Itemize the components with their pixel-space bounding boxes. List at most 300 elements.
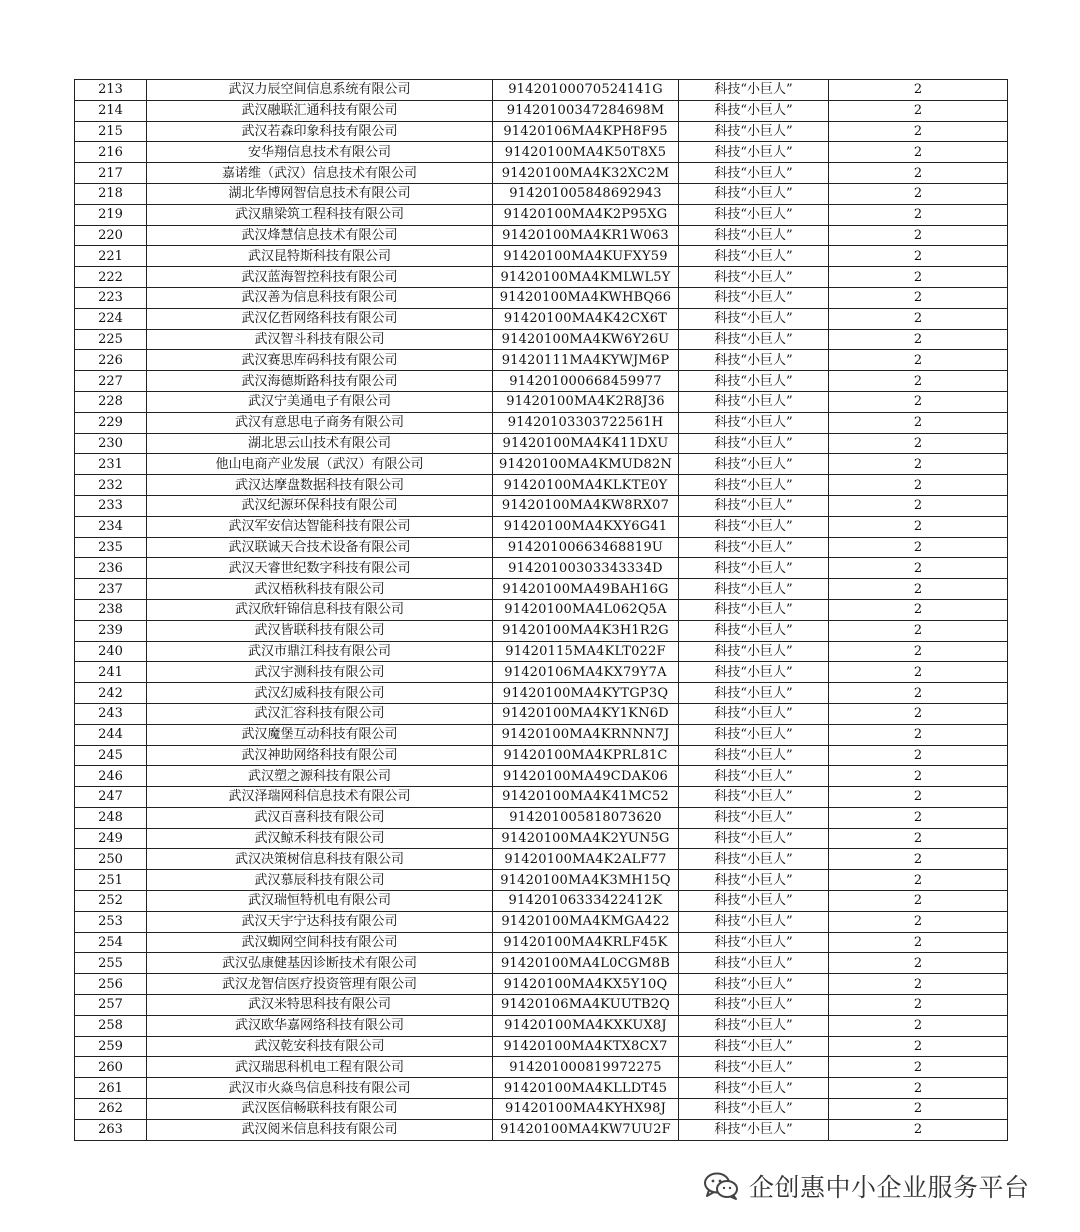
table-row bbox=[75, 787, 1008, 808]
credit-code-cell: 91420100663468819U bbox=[493, 537, 679, 558]
category-cell: 科技“小巨人” bbox=[679, 80, 829, 101]
credit-code-cell: 91420100MA4KYTGP3Q bbox=[493, 683, 679, 704]
credit-code-cell: 91420100MA4K41MC52 bbox=[493, 787, 679, 808]
company-name-cell: 武汉慕辰科技有限公司 bbox=[147, 870, 493, 891]
batch-cell: 2 bbox=[829, 620, 1008, 641]
table-row bbox=[75, 1119, 1008, 1140]
credit-code-cell: 91420100MA4KW8RX07 bbox=[493, 495, 679, 516]
credit-code-cell: 91420100MA4KMUD82N bbox=[493, 454, 679, 475]
company-name-cell: 武汉烽慧信息技术有限公司 bbox=[147, 225, 493, 246]
credit-code-cell: 91420100MA4K2YUN5G bbox=[493, 828, 679, 849]
batch-cell: 2 bbox=[829, 932, 1008, 953]
row-index-cell: 229 bbox=[75, 412, 147, 433]
credit-code-cell: 91420100347284698M bbox=[493, 100, 679, 121]
batch-cell: 2 bbox=[829, 163, 1008, 184]
category-cell: 科技“小巨人” bbox=[679, 537, 829, 558]
credit-code-cell: 91420100MA4K32XC2M bbox=[493, 163, 679, 184]
category-cell: 科技“小巨人” bbox=[679, 745, 829, 766]
company-name-cell: 武汉欣轩锦信息科技有限公司 bbox=[147, 599, 493, 620]
row-index-cell: 236 bbox=[75, 558, 147, 579]
company-name-cell: 武汉力辰空间信息系统有限公司 bbox=[147, 80, 493, 101]
company-name-cell: 武汉军安信达智能科技有限公司 bbox=[147, 516, 493, 537]
wechat-icon bbox=[703, 1171, 739, 1201]
company-name-cell: 武汉塑之源科技有限公司 bbox=[147, 766, 493, 787]
row-index-cell: 226 bbox=[75, 350, 147, 371]
company-name-cell: 武汉纪源环保科技有限公司 bbox=[147, 495, 493, 516]
category-cell: 科技“小巨人” bbox=[679, 599, 829, 620]
category-cell: 科技“小巨人” bbox=[679, 495, 829, 516]
category-cell: 科技“小巨人” bbox=[679, 267, 829, 288]
row-index-cell: 245 bbox=[75, 745, 147, 766]
table-row bbox=[75, 579, 1008, 600]
row-index-cell: 231 bbox=[75, 454, 147, 475]
credit-code-cell: 914201005818073620 bbox=[493, 807, 679, 828]
company-name-cell: 安华翔信息技术有限公司 bbox=[147, 142, 493, 163]
row-index-cell: 243 bbox=[75, 703, 147, 724]
batch-cell: 2 bbox=[829, 80, 1008, 101]
company-name-cell: 武汉米特思科技有限公司 bbox=[147, 995, 493, 1016]
row-index-cell: 228 bbox=[75, 391, 147, 412]
batch-cell: 2 bbox=[829, 225, 1008, 246]
category-cell: 科技“小巨人” bbox=[679, 1119, 829, 1140]
table-row bbox=[75, 1057, 1008, 1078]
category-cell: 科技“小巨人” bbox=[679, 1036, 829, 1057]
company-name-cell: 湖北思云山技术有限公司 bbox=[147, 433, 493, 454]
batch-cell: 2 bbox=[829, 1015, 1008, 1036]
row-index-cell: 248 bbox=[75, 807, 147, 828]
batch-cell: 2 bbox=[829, 308, 1008, 329]
company-table bbox=[74, 79, 1008, 1141]
batch-cell: 2 bbox=[829, 475, 1008, 496]
row-index-cell: 223 bbox=[75, 287, 147, 308]
row-index-cell: 247 bbox=[75, 787, 147, 808]
batch-cell: 2 bbox=[829, 891, 1008, 912]
category-cell: 科技“小巨人” bbox=[679, 454, 829, 475]
batch-cell: 2 bbox=[829, 267, 1008, 288]
credit-code-cell: 91420100MA4KW7UU2F bbox=[493, 1119, 679, 1140]
row-index-cell: 237 bbox=[75, 579, 147, 600]
company-name-cell: 武汉市火焱鸟信息科技有限公司 bbox=[147, 1078, 493, 1099]
batch-cell: 2 bbox=[829, 537, 1008, 558]
category-cell: 科技“小巨人” bbox=[679, 1057, 829, 1078]
credit-code-cell: 91420100MA4KMGA422 bbox=[493, 911, 679, 932]
row-index-cell: 250 bbox=[75, 849, 147, 870]
batch-cell: 2 bbox=[829, 662, 1008, 683]
table-row bbox=[75, 121, 1008, 142]
credit-code-cell: 91420100MA4KLKTE0Y bbox=[493, 475, 679, 496]
batch-cell: 2 bbox=[829, 1099, 1008, 1120]
company-table-body bbox=[75, 80, 1008, 1141]
batch-cell: 2 bbox=[829, 412, 1008, 433]
category-cell: 科技“小巨人” bbox=[679, 1015, 829, 1036]
category-cell: 科技“小巨人” bbox=[679, 1078, 829, 1099]
batch-cell: 2 bbox=[829, 766, 1008, 787]
table-row bbox=[75, 891, 1008, 912]
company-name-cell: 武汉宇测科技有限公司 bbox=[147, 662, 493, 683]
company-name-cell: 武汉阅米信息科技有限公司 bbox=[147, 1119, 493, 1140]
table-row bbox=[75, 953, 1008, 974]
table-row bbox=[75, 724, 1008, 745]
credit-code-cell: 91420100MA4KUFXY59 bbox=[493, 246, 679, 267]
credit-code-cell: 914201000819972275 bbox=[493, 1057, 679, 1078]
batch-cell: 2 bbox=[829, 849, 1008, 870]
table-row bbox=[75, 433, 1008, 454]
credit-code-cell: 91420100MA4KRLF45K bbox=[493, 932, 679, 953]
row-index-cell: 241 bbox=[75, 662, 147, 683]
category-cell: 科技“小巨人” bbox=[679, 870, 829, 891]
company-name-cell: 武汉鲸禾科技有限公司 bbox=[147, 828, 493, 849]
row-index-cell: 221 bbox=[75, 246, 147, 267]
credit-code-cell: 91420100MA4K2P95XG bbox=[493, 204, 679, 225]
category-cell: 科技“小巨人” bbox=[679, 579, 829, 600]
company-name-cell: 武汉幻威科技有限公司 bbox=[147, 683, 493, 704]
row-index-cell: 251 bbox=[75, 870, 147, 891]
company-name-cell: 武汉魔堡互动科技有限公司 bbox=[147, 724, 493, 745]
category-cell: 科技“小巨人” bbox=[679, 475, 829, 496]
credit-code-cell: 91420100MA4L0CGM8B bbox=[493, 953, 679, 974]
category-cell: 科技“小巨人” bbox=[679, 516, 829, 537]
category-cell: 科技“小巨人” bbox=[679, 163, 829, 184]
company-name-cell: 嘉诺维（武汉）信息技术有限公司 bbox=[147, 163, 493, 184]
row-index-cell: 263 bbox=[75, 1119, 147, 1140]
row-index-cell: 234 bbox=[75, 516, 147, 537]
batch-cell: 2 bbox=[829, 350, 1008, 371]
category-cell: 科技“小巨人” bbox=[679, 953, 829, 974]
company-name-cell: 武汉天宇宁达科技有限公司 bbox=[147, 911, 493, 932]
table-row bbox=[75, 558, 1008, 579]
credit-code-cell: 91420100MA4KY1KN6D bbox=[493, 703, 679, 724]
batch-cell: 2 bbox=[829, 1119, 1008, 1140]
table-row bbox=[75, 287, 1008, 308]
table-row bbox=[75, 995, 1008, 1016]
row-index-cell: 240 bbox=[75, 641, 147, 662]
watermark bbox=[703, 1166, 1053, 1206]
table-row bbox=[75, 1015, 1008, 1036]
table-row bbox=[75, 516, 1008, 537]
batch-cell: 2 bbox=[829, 391, 1008, 412]
category-cell: 科技“小巨人” bbox=[679, 703, 829, 724]
batch-cell: 2 bbox=[829, 974, 1008, 995]
row-index-cell: 224 bbox=[75, 308, 147, 329]
company-name-cell: 武汉医信畅联科技有限公司 bbox=[147, 1099, 493, 1120]
table-row bbox=[75, 870, 1008, 891]
row-index-cell: 254 bbox=[75, 932, 147, 953]
row-index-cell: 227 bbox=[75, 371, 147, 392]
batch-cell: 2 bbox=[829, 641, 1008, 662]
credit-code-cell: 91420100MA4KXKUX8J bbox=[493, 1015, 679, 1036]
company-name-cell: 武汉市鼎江科技有限公司 bbox=[147, 641, 493, 662]
category-cell: 科技“小巨人” bbox=[679, 849, 829, 870]
category-cell: 科技“小巨人” bbox=[679, 932, 829, 953]
row-index-cell: 213 bbox=[75, 80, 147, 101]
company-name-cell: 武汉有意思电子商务有限公司 bbox=[147, 412, 493, 433]
table-row bbox=[75, 1078, 1008, 1099]
credit-code-cell: 91420100MA4KPRL81C bbox=[493, 745, 679, 766]
row-index-cell: 261 bbox=[75, 1078, 147, 1099]
company-name-cell: 武汉鼎梁筑工程科技有限公司 bbox=[147, 204, 493, 225]
category-cell: 科技“小巨人” bbox=[679, 911, 829, 932]
row-index-cell: 258 bbox=[75, 1015, 147, 1036]
batch-cell: 2 bbox=[829, 703, 1008, 724]
batch-cell: 2 bbox=[829, 121, 1008, 142]
table-row bbox=[75, 599, 1008, 620]
company-name-cell: 武汉智斗科技有限公司 bbox=[147, 329, 493, 350]
table-row bbox=[75, 391, 1008, 412]
credit-code-cell: 91420100MA49CDAK06 bbox=[493, 766, 679, 787]
row-index-cell: 255 bbox=[75, 953, 147, 974]
category-cell: 科技“小巨人” bbox=[679, 828, 829, 849]
company-name-cell: 武汉亿哲网络科技有限公司 bbox=[147, 308, 493, 329]
batch-cell: 2 bbox=[829, 953, 1008, 974]
credit-code-cell: 91420100MA4K2ALF77 bbox=[493, 849, 679, 870]
batch-cell: 2 bbox=[829, 870, 1008, 891]
category-cell: 科技“小巨人” bbox=[679, 142, 829, 163]
table-row bbox=[75, 703, 1008, 724]
company-name-cell: 武汉神助网络科技有限公司 bbox=[147, 745, 493, 766]
credit-code-cell: 91420100MA4K411DXU bbox=[493, 433, 679, 454]
company-table-container bbox=[74, 79, 1007, 1141]
category-cell: 科技“小巨人” bbox=[679, 683, 829, 704]
table-row bbox=[75, 204, 1008, 225]
category-cell: 科技“小巨人” bbox=[679, 995, 829, 1016]
credit-code-cell: 91420100MA4KR1W063 bbox=[493, 225, 679, 246]
row-index-cell: 235 bbox=[75, 537, 147, 558]
category-cell: 科技“小巨人” bbox=[679, 183, 829, 204]
row-index-cell: 242 bbox=[75, 683, 147, 704]
category-cell: 科技“小巨人” bbox=[679, 121, 829, 142]
table-row bbox=[75, 329, 1008, 350]
category-cell: 科技“小巨人” bbox=[679, 100, 829, 121]
category-cell: 科技“小巨人” bbox=[679, 620, 829, 641]
company-name-cell: 武汉百喜科技有限公司 bbox=[147, 807, 493, 828]
credit-code-cell: 914201000668459977 bbox=[493, 371, 679, 392]
company-name-cell: 武汉汇容科技有限公司 bbox=[147, 703, 493, 724]
row-index-cell: 259 bbox=[75, 1036, 147, 1057]
company-name-cell: 武汉海德斯路科技有限公司 bbox=[147, 371, 493, 392]
batch-cell: 2 bbox=[829, 287, 1008, 308]
table-row bbox=[75, 828, 1008, 849]
credit-code-cell: 91420106MA4KUUTB2Q bbox=[493, 995, 679, 1016]
credit-code-cell: 91420100MA49BAH16G bbox=[493, 579, 679, 600]
credit-code-cell: 91420100MA4KTX8CX7 bbox=[493, 1036, 679, 1057]
row-index-cell: 246 bbox=[75, 766, 147, 787]
company-name-cell: 武汉弘康健基因诊断技术有限公司 bbox=[147, 953, 493, 974]
credit-code-cell: 91420100MA4KYHX98J bbox=[493, 1099, 679, 1120]
company-name-cell: 武汉善为信息科技有限公司 bbox=[147, 287, 493, 308]
category-cell: 科技“小巨人” bbox=[679, 974, 829, 995]
company-name-cell: 武汉龙智信医疗投资管理有限公司 bbox=[147, 974, 493, 995]
credit-code-cell: 91420100MA4KMLWL5Y bbox=[493, 267, 679, 288]
table-row bbox=[75, 267, 1008, 288]
company-name-cell: 武汉决策树信息科技有限公司 bbox=[147, 849, 493, 870]
batch-cell: 2 bbox=[829, 204, 1008, 225]
credit-code-cell: 91420100MA4KXY6G41 bbox=[493, 516, 679, 537]
batch-cell: 2 bbox=[829, 1036, 1008, 1057]
company-name-cell: 武汉天睿世纪数字科技有限公司 bbox=[147, 558, 493, 579]
batch-cell: 2 bbox=[829, 683, 1008, 704]
company-name-cell: 武汉蜘网空间科技有限公司 bbox=[147, 932, 493, 953]
credit-code-cell: 914201005848692943 bbox=[493, 183, 679, 204]
credit-code-cell: 91420100MA4KLLDT45 bbox=[493, 1078, 679, 1099]
credit-code-cell: 91420100MA4K42CX6T bbox=[493, 308, 679, 329]
category-cell: 科技“小巨人” bbox=[679, 724, 829, 745]
company-name-cell: 武汉联诚天合技术设备有限公司 bbox=[147, 537, 493, 558]
category-cell: 科技“小巨人” bbox=[679, 391, 829, 412]
category-cell: 科技“小巨人” bbox=[679, 433, 829, 454]
credit-code-cell: 91420111MA4KYWJM6P bbox=[493, 350, 679, 371]
batch-cell: 2 bbox=[829, 371, 1008, 392]
category-cell: 科技“小巨人” bbox=[679, 662, 829, 683]
row-index-cell: 220 bbox=[75, 225, 147, 246]
credit-code-cell: 91420100303343334D bbox=[493, 558, 679, 579]
category-cell: 科技“小巨人” bbox=[679, 225, 829, 246]
company-name-cell: 武汉融联汇通科技有限公司 bbox=[147, 100, 493, 121]
table-row bbox=[75, 537, 1008, 558]
row-index-cell: 262 bbox=[75, 1099, 147, 1120]
company-name-cell: 武汉昆特斯科技有限公司 bbox=[147, 246, 493, 267]
company-name-cell: 武汉蓝海智控科技有限公司 bbox=[147, 267, 493, 288]
table-row bbox=[75, 475, 1008, 496]
batch-cell: 2 bbox=[829, 828, 1008, 849]
row-index-cell: 216 bbox=[75, 142, 147, 163]
table-row bbox=[75, 100, 1008, 121]
table-row bbox=[75, 683, 1008, 704]
credit-code-cell: 91420100MA4K2R8J36 bbox=[493, 391, 679, 412]
batch-cell: 2 bbox=[829, 100, 1008, 121]
batch-cell: 2 bbox=[829, 329, 1008, 350]
credit-code-cell: 91420100MA4K3MH15Q bbox=[493, 870, 679, 891]
row-index-cell: 230 bbox=[75, 433, 147, 454]
row-index-cell: 217 bbox=[75, 163, 147, 184]
company-name-cell: 武汉宁美通电子有限公司 bbox=[147, 391, 493, 412]
batch-cell: 2 bbox=[829, 911, 1008, 932]
credit-code-cell: 91420100MA4K50T8X5 bbox=[493, 142, 679, 163]
company-name-cell: 武汉泽瑞网科信息技术有限公司 bbox=[147, 787, 493, 808]
table-row bbox=[75, 412, 1008, 433]
row-index-cell: 225 bbox=[75, 329, 147, 350]
table-row bbox=[75, 183, 1008, 204]
table-row bbox=[75, 1036, 1008, 1057]
row-index-cell: 218 bbox=[75, 183, 147, 204]
batch-cell: 2 bbox=[829, 599, 1008, 620]
row-index-cell: 238 bbox=[75, 599, 147, 620]
company-name-cell: 湖北华博网智信息技术有限公司 bbox=[147, 183, 493, 204]
table-row bbox=[75, 308, 1008, 329]
row-index-cell: 222 bbox=[75, 267, 147, 288]
category-cell: 科技“小巨人” bbox=[679, 891, 829, 912]
batch-cell: 2 bbox=[829, 454, 1008, 475]
credit-code-cell: 91420106333422412K bbox=[493, 891, 679, 912]
batch-cell: 2 bbox=[829, 142, 1008, 163]
row-index-cell: 249 bbox=[75, 828, 147, 849]
batch-cell: 2 bbox=[829, 995, 1008, 1016]
batch-cell: 2 bbox=[829, 724, 1008, 745]
batch-cell: 2 bbox=[829, 1057, 1008, 1078]
batch-cell: 2 bbox=[829, 183, 1008, 204]
batch-cell: 2 bbox=[829, 787, 1008, 808]
row-index-cell: 256 bbox=[75, 974, 147, 995]
category-cell: 科技“小巨人” bbox=[679, 412, 829, 433]
batch-cell: 2 bbox=[829, 1078, 1008, 1099]
company-name-cell: 武汉瑞思科机电工程有限公司 bbox=[147, 1057, 493, 1078]
table-row bbox=[75, 911, 1008, 932]
category-cell: 科技“小巨人” bbox=[679, 246, 829, 267]
row-index-cell: 215 bbox=[75, 121, 147, 142]
company-name-cell: 武汉皆联科技有限公司 bbox=[147, 620, 493, 641]
batch-cell: 2 bbox=[829, 579, 1008, 600]
row-index-cell: 214 bbox=[75, 100, 147, 121]
credit-code-cell: 91420103303722561H bbox=[493, 412, 679, 433]
category-cell: 科技“小巨人” bbox=[679, 204, 829, 225]
credit-code-cell: 91420100MA4K3H1R2G bbox=[493, 620, 679, 641]
table-row bbox=[75, 163, 1008, 184]
table-row bbox=[75, 246, 1008, 267]
table-row bbox=[75, 620, 1008, 641]
table-row bbox=[75, 371, 1008, 392]
row-index-cell: 252 bbox=[75, 891, 147, 912]
credit-code-cell: 91420100MA4KWHBQ66 bbox=[493, 287, 679, 308]
company-name-cell: 武汉若森印象科技有限公司 bbox=[147, 121, 493, 142]
company-name-cell: 武汉欧华嘉网络科技有限公司 bbox=[147, 1015, 493, 1036]
watermark-text: 企创惠中小企业服务平台 bbox=[749, 1173, 1030, 1202]
credit-code-cell: 91420106MA4KX79Y7A bbox=[493, 662, 679, 683]
category-cell: 科技“小巨人” bbox=[679, 350, 829, 371]
table-row bbox=[75, 454, 1008, 475]
batch-cell: 2 bbox=[829, 558, 1008, 579]
credit-code-cell: 91420100MA4KRNNN7J bbox=[493, 724, 679, 745]
row-index-cell: 232 bbox=[75, 475, 147, 496]
table-row bbox=[75, 745, 1008, 766]
credit-code-cell: 91420106MA4KPH8F95 bbox=[493, 121, 679, 142]
row-index-cell: 260 bbox=[75, 1057, 147, 1078]
category-cell: 科技“小巨人” bbox=[679, 287, 829, 308]
credit-code-cell: 91420115MA4KLT022F bbox=[493, 641, 679, 662]
row-index-cell: 244 bbox=[75, 724, 147, 745]
row-index-cell: 233 bbox=[75, 495, 147, 516]
table-row bbox=[75, 1099, 1008, 1120]
company-name-cell: 武汉梧秋科技有限公司 bbox=[147, 579, 493, 600]
table-row bbox=[75, 641, 1008, 662]
table-row bbox=[75, 495, 1008, 516]
category-cell: 科技“小巨人” bbox=[679, 787, 829, 808]
company-name-cell: 武汉赛思库码科技有限公司 bbox=[147, 350, 493, 371]
table-row bbox=[75, 80, 1008, 101]
row-index-cell: 239 bbox=[75, 620, 147, 641]
company-name-cell: 武汉瑞恒特机电有限公司 bbox=[147, 891, 493, 912]
batch-cell: 2 bbox=[829, 433, 1008, 454]
row-index-cell: 257 bbox=[75, 995, 147, 1016]
table-row bbox=[75, 350, 1008, 371]
batch-cell: 2 bbox=[829, 745, 1008, 766]
batch-cell: 2 bbox=[829, 246, 1008, 267]
company-name-cell: 他山电商产业发展（武汉）有限公司 bbox=[147, 454, 493, 475]
table-row bbox=[75, 142, 1008, 163]
credit-code-cell: 91420100070524141G bbox=[493, 80, 679, 101]
batch-cell: 2 bbox=[829, 807, 1008, 828]
category-cell: 科技“小巨人” bbox=[679, 558, 829, 579]
credit-code-cell: 91420100MA4L062Q5A bbox=[493, 599, 679, 620]
table-row bbox=[75, 807, 1008, 828]
company-name-cell: 武汉达摩盘数据科技有限公司 bbox=[147, 475, 493, 496]
row-index-cell: 253 bbox=[75, 911, 147, 932]
category-cell: 科技“小巨人” bbox=[679, 371, 829, 392]
category-cell: 科技“小巨人” bbox=[679, 641, 829, 662]
batch-cell: 2 bbox=[829, 516, 1008, 537]
company-name-cell: 武汉乾安科技有限公司 bbox=[147, 1036, 493, 1057]
category-cell: 科技“小巨人” bbox=[679, 807, 829, 828]
table-row bbox=[75, 849, 1008, 870]
category-cell: 科技“小巨人” bbox=[679, 329, 829, 350]
